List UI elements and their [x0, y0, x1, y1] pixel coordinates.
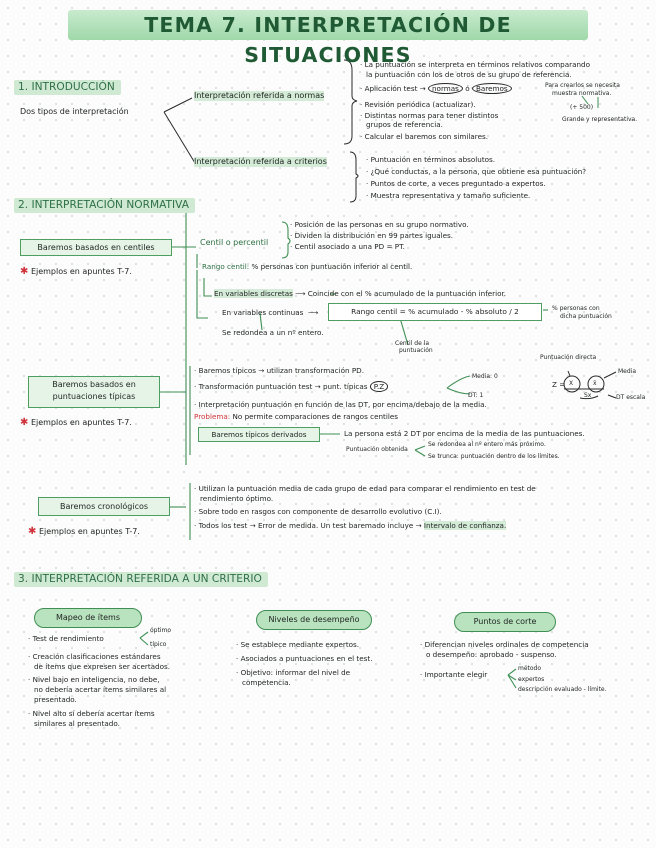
cronologicos-box: Baremos cronológicos: [38, 497, 170, 516]
formula-side1: % personas con: [552, 305, 600, 312]
tipicas-t3: · Interpretación puntuación en función de las DT, por encima/debajo de la media.: [194, 400, 487, 409]
obtenida-2: Se trunca: puntuación dentro de los límites.: [428, 453, 560, 460]
section-heading-intro: 1. INTRODUCCIÓN: [14, 80, 121, 95]
star-icon: ✱: [20, 266, 29, 277]
mapeo-a3: · Nivel bajo en inteligencia, no debe,: [28, 675, 160, 684]
media: Media: 0: [472, 373, 498, 380]
page-title: TEMA 7. INTERPRETACIÓN DE SITUACIONES: [68, 10, 588, 40]
z-x: X: [569, 380, 574, 387]
tipicas-t1: · Baremos típicos → utilizan transformación PD.: [194, 366, 364, 375]
normas-b4: · Distintas normas para tener distintos: [360, 111, 499, 120]
criterios-b4: · Muestra representativa y tamaño suficiente.: [366, 191, 531, 200]
centiles-box: Baremos basados en centiles: [20, 239, 172, 256]
centil-puntuacion2: puntuación: [399, 347, 433, 354]
criterios-b1: · Puntuación en términos absolutos.: [366, 155, 496, 164]
z-media: Media: [618, 368, 637, 375]
tipicas-box: Baremos basados en puntuaciones típicas: [28, 376, 160, 408]
tipicas-ejemplos: ✱ Ejemplos en apuntes T-7.: [20, 417, 132, 428]
corte-c1b: o desempeño: aprobado - suspenso.: [426, 650, 557, 659]
corte-opt3: descripción evaluado - límite.: [518, 686, 607, 693]
tipicas-t2: · Transformación puntuación test → punt. típicas P.Z: [194, 382, 388, 391]
corte-c2: · Importante elegir: [420, 670, 488, 679]
normas-b3: · Revisión periódica (actualizar).: [360, 100, 476, 109]
normas-b4-side: Grande y representativa.: [562, 116, 638, 123]
star-icon: ✱: [28, 526, 37, 537]
normas-b3-side: (+ 500): [570, 104, 594, 111]
z-label: Z =: [552, 380, 566, 389]
section-heading-normativa: 2. INTERPRETACIÓN NORMATIVA: [14, 198, 195, 213]
niveles-b3b: competencia.: [242, 678, 291, 687]
niveles-pill: Niveles de desempeño: [256, 610, 372, 630]
mapeo-a1: · Test de rendimiento: [28, 634, 104, 643]
mapeo-a2b: de ítems que expresen ser acertados.: [34, 662, 171, 671]
niveles-b1: · Se establece mediante expertos.: [236, 640, 360, 649]
corte-c1: · Diferencian niveles ordinales de competencia: [420, 640, 589, 649]
obtenida: Puntuación obtenida: [346, 446, 408, 453]
dt: DT: 1: [468, 392, 484, 399]
crono-c2: · Sobre todo en rasgos con componente de desarrollo evolutivo (C.I).: [194, 507, 442, 516]
obtenida-1: Se redondea al nº entero más próximo.: [428, 441, 546, 448]
centil-c3: · Centil asociado a una PD = PT.: [290, 242, 405, 251]
two-types-label: Dos tipos de interpretación: [20, 107, 129, 116]
formula-side2: dicha puntuación: [560, 313, 612, 320]
crono-c3: · Todos los test → Error de medida. Un test baremado incluye → Intervalo de confianza.: [194, 521, 507, 530]
normas-b5: · Calcular el baremos con similares.: [360, 132, 489, 141]
normas-side1: Para crearlos se necesita: [545, 82, 620, 89]
criterios-b2: · ¿Qué conductas, a la persona, que obtiene esa puntuación?: [366, 167, 587, 176]
niveles-b2: · Asociados a puntuaciones en el test.: [236, 654, 373, 663]
derivados-box: Baremos típicos derivados: [198, 427, 320, 442]
criterios-label: Interpretación referida a criterios: [194, 157, 327, 166]
centil-label: Centil o percentil: [200, 238, 269, 247]
crono-c1b: rendimiento óptimo.: [200, 494, 274, 503]
corte-opt1: método: [518, 665, 542, 672]
criterios-b3: · Puntos de corte, a veces preguntado a expertos.: [366, 179, 546, 188]
section-heading-criterio: 3. INTERPRETACIÓN REFERIDA A UN CRITERIO: [14, 572, 268, 587]
mapeo-a4: · Nivel alto sí debería acertar ítems: [28, 709, 155, 718]
normas-b1b: la puntuación con los de otros de su grupo de referencia.: [366, 70, 572, 79]
crono-c1: · Utilizan la puntuación media de cada grupo de edad para comparar el rendimiento en test de: [194, 484, 536, 493]
mapeo-a1-tip: típico: [150, 641, 167, 648]
z-dt: DT escala: [616, 394, 646, 401]
z-xbar: x̄: [593, 380, 597, 387]
centil-c2: · Dividen la distribución en 99 partes iguales.: [290, 231, 454, 240]
centiles-ejemplos: ✱ Ejemplos en apuntes T-7.: [20, 266, 132, 277]
cronologicos-ejemplos: ✱ Ejemplos en apuntes T-7.: [28, 526, 140, 537]
normas-b4b: grupos de referencia.: [366, 120, 443, 129]
centil-c1: · Posición de las personas en su grupo normativo.: [290, 220, 469, 229]
normas-label: Interpretación referida a normas: [194, 91, 325, 100]
niveles-b3: · Objetivo: informar del nivel de: [236, 668, 351, 677]
z-sx: Sx: [584, 392, 592, 399]
mapeo-a1-opt: óptimo: [150, 627, 172, 634]
mapeo-pill: Mapeo de ítems: [34, 608, 142, 628]
redondea: Se redondea a un nº entero.: [222, 328, 324, 337]
star-icon: ✱: [20, 417, 29, 428]
mapeo-a2: · Creación clasificaciones estándares: [28, 652, 161, 661]
mapeo-a3c: presentado.: [34, 695, 77, 704]
normas-side2: muestra normativa.: [552, 90, 612, 97]
discretas: En variables discretas ⟶ Coincide con el % acumulado de la puntuación inferior.: [214, 289, 507, 298]
normas-b2: · Aplicación test → normas ó Baremos: [360, 84, 512, 93]
centil-puntuacion1: Centil de la: [395, 340, 430, 347]
derivados-text: La persona está 2 DT por encima de la media de las puntuaciones.: [344, 429, 585, 438]
corte-pill: Puntos de corte: [454, 612, 556, 632]
tipicas-t4: Problema: No permite comparaciones de rangos centiles: [194, 412, 399, 421]
z-pd: Puntuación directa: [540, 354, 597, 361]
rango-centil: Rango centil: % personas con puntuación inferior al centil.: [202, 262, 413, 271]
corte-opt2: expertos: [518, 676, 545, 683]
mapeo-a3b: no debería acertar ítems similares al: [34, 685, 167, 694]
mapeo-a4b: similares al presentado.: [34, 719, 120, 728]
normas-b1: · La puntuación se interpreta en términos relativos comparando: [360, 60, 591, 69]
continuas-label: En variables continuas: [222, 308, 304, 317]
formula-box: Rango centil = % acumulado - % absoluto / 2: [328, 303, 542, 321]
